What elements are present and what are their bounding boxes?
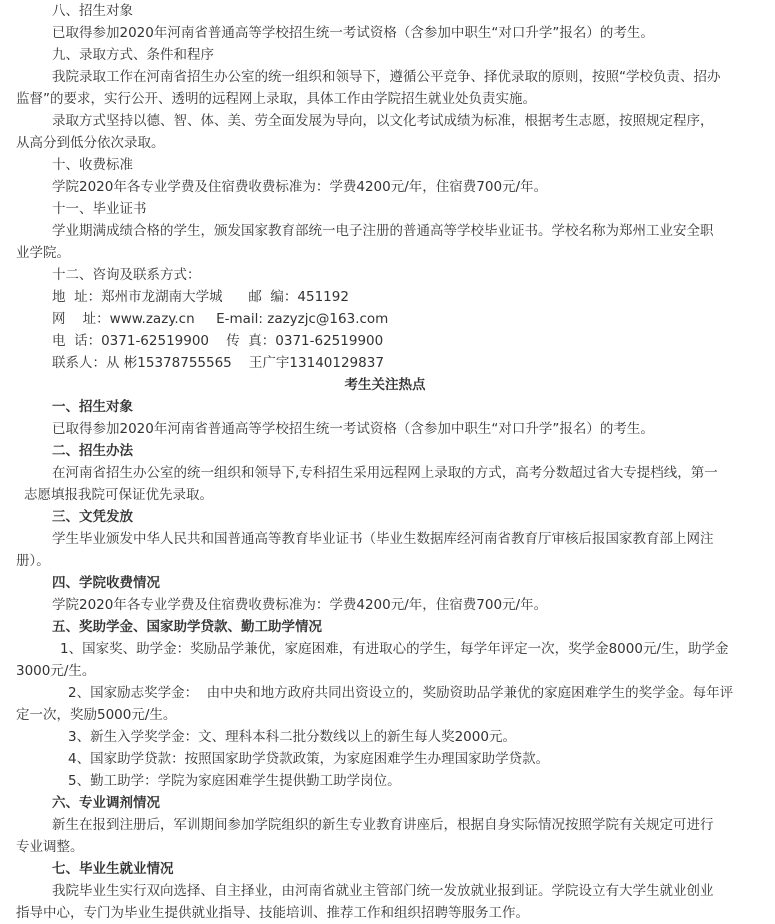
text-line: 我院录取工作在河南省招生办公室的统一组织和领导下，遵循公平竞争、择优录取的原则，按照“学校负责、招办 — [52, 69, 721, 85]
text-line: 电 话：0371-62519900 传 真：0371-62519900 — [52, 333, 384, 349]
section-heading: 一、招生对象 — [52, 399, 133, 415]
text-line: 定一次，奖励5000元/生。 — [16, 707, 177, 723]
section-heading: 七、毕业生就业情况 — [52, 861, 174, 877]
section-heading: 三、文凭发放 — [52, 509, 133, 525]
text-line: 业学院。 — [16, 245, 70, 261]
text-line: 十、收费标准 — [52, 157, 133, 173]
text-line: 十一、毕业证书 — [52, 201, 147, 217]
text-line: 3000元/生。 — [16, 663, 96, 679]
text-line: 联系人：从 彬15378755565 王广宇13140129837 — [52, 355, 384, 371]
text-line: 学院2020年各专业学费及住宿费收费标准为：学费4200元/年，住宿费700元/年。 — [52, 179, 548, 195]
section-heading: 四、学院收费情况 — [52, 575, 160, 591]
text-line: 册）。 — [16, 553, 50, 569]
section-heading: 六、专业调剂情况 — [52, 795, 160, 811]
text-line: 学院2020年各专业学费及住宿费收费标准为：学费4200元/年，住宿费700元/年。 — [52, 597, 548, 613]
text-line: 已取得参加2020年河南省普通高等学校招生统一考试资格（含参加中职生“对口升学”报名）的考生。 — [52, 421, 654, 437]
text-line: 专业调整。 — [16, 839, 84, 855]
text-line: 3、新生入学奖学金：文、理科本科二批分数线以上的新生每人奖2000元。 — [68, 729, 516, 745]
text-line: 从高分到低分依次录取。 — [16, 135, 165, 151]
section-title: 考生关注热点 — [344, 377, 426, 393]
text-line: 5、勤工助学：学院为家庭困难学生提供勤工助学岗位。 — [68, 773, 401, 789]
section-heading: 五、奖助学金、国家助学贷款、勤工助学情况 — [52, 619, 322, 635]
section-heading: 二、招生办法 — [52, 443, 133, 459]
text-line: 志愿填报我院可保证优先录取。 — [24, 487, 213, 503]
text-line: 2、国家励志奖学金： 由中央和地方政府共同出资设立的，奖励资助品学兼优的家庭困难学生的奖学金。每年评 — [68, 685, 734, 701]
text-line: 学生毕业颁发中华人民共和国普通高等教育毕业证书（毕业生数据库经河南省教育厅审核后报国家教育部上网注 — [52, 531, 714, 547]
text-line: 九、录取方式、条件和程序 — [52, 47, 214, 63]
text-line: 录取方式坚持以德、智、体、美、劳全面发展为导向，以文化考试成绩为标准，根据考生志愿，按照规定程序， — [52, 113, 714, 129]
text-line: 监督”的要求，实行公开、透明的远程网上录取，具体工作由学院招生就业处负责实施。 — [16, 91, 536, 107]
text-line: 学业期满成绩合格的学生，颁发国家教育部统一电子注册的普通高等学校毕业证书。学校名称为郑州工业安全职 — [52, 223, 714, 239]
text-line: 4、国家助学贷款：按照国家助学贷款政策，为家庭困难学生办理国家助学贷款。 — [68, 751, 550, 767]
text-line: 我院毕业生实行双向选择、自主择业，由河南省就业主管部门统一发放就业报到证。学院设立有大学生就业创业 — [52, 883, 714, 899]
text-line: 新生在报到注册后，军训期间参加学院组织的新生专业教育讲座后，根据自身实际情况按照学院有关规定可进行 — [52, 817, 714, 833]
text-line: 八、招生对象 — [52, 3, 133, 19]
text-line: 网 址：www.zazy.cn E-mail: zazyzjc@163.com — [52, 311, 389, 327]
text-line: 1、国家奖、助学金：奖励品学兼优，家庭困难，有进取心的学生，每学年评定一次，奖学金8000元/生，助学金 — [60, 641, 729, 657]
text-line: 指导中心，专门为毕业生提供就业指导、技能培训、推荐工作和组织招聘等服务工作。 — [16, 905, 529, 921]
text-line: 十二、咨询及联系方式： — [52, 267, 201, 283]
text-line: 地 址：郑州市龙湖南大学城 邮 编：451192 — [52, 289, 349, 305]
text-line: 已取得参加2020年河南省普通高等学校招生统一考试资格（含参加中职生“对口升学”报名）的考生。 — [52, 25, 654, 41]
text-line: 在河南省招生办公室的统一组织和领导下,专科招生采用远程网上录取的方式，高考分数超过省大专提档线，第一 — [52, 465, 718, 481]
